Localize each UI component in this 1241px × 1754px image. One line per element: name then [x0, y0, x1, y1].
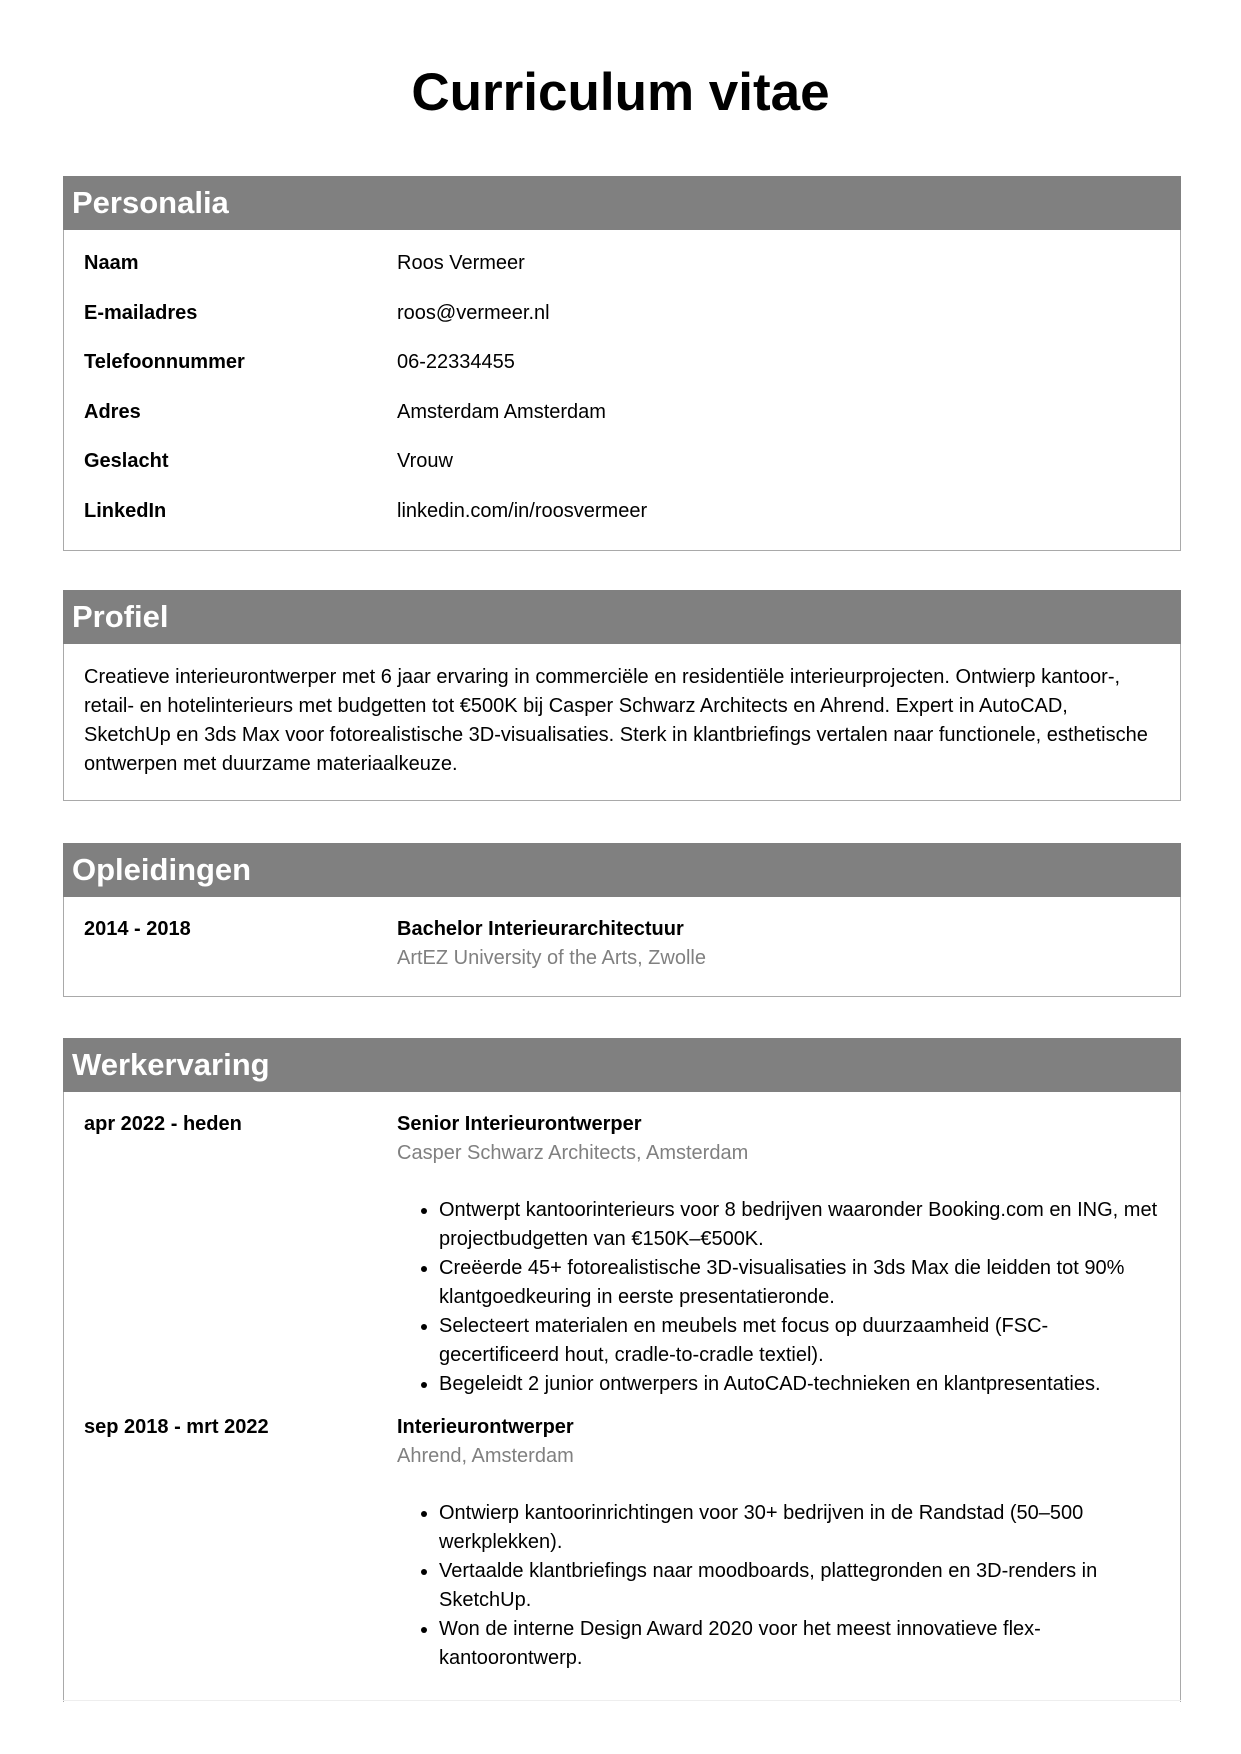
email-label: E-mailadres [84, 301, 198, 324]
gender-value: Vrouw [397, 450, 453, 473]
linkedin-label: LinkedIn [84, 499, 167, 522]
name-label: Naam [84, 252, 139, 274]
address-value: Amsterdam Amsterdam [397, 400, 606, 423]
address-label: Adres [84, 400, 141, 423]
personalia-row-address [84, 400, 1160, 450]
profile-text: Creatieve interieurontwerper met 6 jaar ervaring in commerciële en residentiële interieurprojecten. Ontwierp kantoor-, retail- en hotelinterieurs met budgetten tot €500K bij Casper Schwarz Architects en Ahrend. Expert in AutoCAD, SketchUp en 3ds Max voor fotorealistische 3D-visualisaties. Sterk in klantbriefings vertalen naar functionele, esthetische ontwerpen met duurzame materiaalkeuze. [84, 666, 1148, 775]
work-bullet: • Selecteert materialen en meubels met focus op duurzaamheid (FSC-gecertificeerd hout, cradle-to-cradle textiel). [439, 1312, 1160, 1370]
work-bullet: • Creëerde 45+ fotorealistische 3D-visualisaties in 3ds Max die leidden tot 90% klantgoedkeuring in eerste presentatieronde. [439, 1254, 1160, 1312]
education-institution: ArtEZ University of the Arts, Zwolle [397, 947, 706, 969]
work-bullets [397, 1499, 1160, 1673]
education-title: Bachelor Interieurarchitectuur [397, 918, 684, 940]
personalia-row-phone [84, 350, 1160, 400]
opleidingen-heading: Opleidingen [63, 843, 1181, 897]
profiel-section [63, 590, 1181, 801]
work-item [84, 1110, 1160, 1399]
opleidingen-section [63, 843, 1181, 997]
gender-label: Geslacht [84, 450, 169, 473]
work-title: Senior Interieurontwerper [397, 1113, 642, 1135]
work-bullet: • Won de interne Design Award 2020 voor het meest innovatieve flex-kantoorontwerp. [439, 1615, 1160, 1673]
education-period: 2014 - 2018 [84, 918, 191, 940]
page-title: Curriculum vitae [411, 63, 830, 122]
phone-label: Telefoonnummer [84, 351, 245, 374]
page-cut-line [63, 1700, 1181, 1707]
work-company: Ahrend, Amsterdam [397, 1445, 574, 1467]
personalia-section [63, 176, 1181, 551]
work-period: apr 2022 - heden [84, 1113, 242, 1135]
profiel-heading: Profiel [63, 590, 1181, 644]
name-value: Roos Vermeer [397, 252, 525, 274]
work-title: Interieurontwerper [397, 1416, 574, 1438]
email-value: roos@vermeer.nl [397, 301, 550, 324]
personalia-heading: Personalia [63, 176, 1181, 230]
work-bullets [397, 1196, 1160, 1399]
work-company: Casper Schwarz Architects, Amsterdam [397, 1142, 749, 1164]
werkervaring-heading: Werkervaring [63, 1038, 1181, 1092]
work-bullet: • Ontwierp kantoorinrichtingen voor 30+ bedrijven in de Randstad (50–500 werkplekken). [439, 1499, 1160, 1557]
linkedin-value: linkedin.com/in/roosvermeer [397, 499, 648, 522]
personalia-row-name [84, 251, 1160, 301]
werkervaring-section [63, 1038, 1181, 1702]
education-item [84, 915, 1160, 973]
personalia-row-gender [84, 449, 1160, 499]
personalia-row-linkedin [84, 499, 1160, 549]
work-item [84, 1413, 1160, 1673]
phone-value: 06-22334455 [397, 351, 515, 374]
work-period: sep 2018 - mrt 2022 [84, 1416, 269, 1438]
work-bullet: • Vertaalde klantbriefings naar moodboards, plattegronden en 3D-renders in SketchUp. [439, 1557, 1160, 1615]
work-bullet: • Ontwerpt kantoorinterieurs voor 8 bedrijven waaronder Booking.com en ING, met projectbudgetten van €150K–€500K. [439, 1196, 1160, 1254]
personalia-row-email [84, 301, 1160, 351]
work-bullet: • Begeleidt 2 junior ontwerpers in AutoCAD-technieken en klantpresentaties. [439, 1370, 1160, 1399]
